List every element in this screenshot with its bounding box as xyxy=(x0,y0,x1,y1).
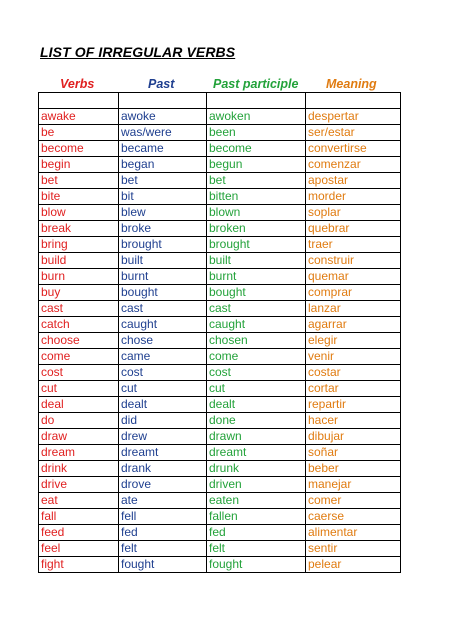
past-participle-cell: bitten xyxy=(207,188,306,204)
meaning-cell: venir xyxy=(306,348,401,364)
past-cell: was/were xyxy=(119,124,207,140)
header-verbs: Verbs xyxy=(60,77,95,91)
verb-cell: come xyxy=(39,348,119,364)
verb-cell: feel xyxy=(39,540,119,556)
past-participle-cell: broken xyxy=(207,220,306,236)
past-participle-cell: built xyxy=(207,252,306,268)
table-row xyxy=(39,108,401,124)
verb-cell: deal xyxy=(39,396,119,412)
meaning-cell: repartir xyxy=(306,396,401,412)
table-row xyxy=(39,556,401,572)
verb-cell: bring xyxy=(39,236,119,252)
table-row xyxy=(39,428,401,444)
past-participle-cell: bet xyxy=(207,172,306,188)
past-participle-cell: blown xyxy=(207,204,306,220)
verb-cell: fall xyxy=(39,508,119,524)
table-row xyxy=(39,508,401,524)
past-participle-cell: awoken xyxy=(207,108,306,124)
meaning-cell: convertirse xyxy=(306,140,401,156)
verb-cell: drink xyxy=(39,460,119,476)
verb-table-body xyxy=(39,93,401,573)
meaning-cell: apostar xyxy=(306,172,401,188)
past-participle-cell xyxy=(207,93,306,109)
verb-cell: burn xyxy=(39,268,119,284)
past-cell: fed xyxy=(119,524,207,540)
verb-cell: catch xyxy=(39,316,119,332)
verb-cell: blow xyxy=(39,204,119,220)
past-participle-cell: been xyxy=(207,124,306,140)
verb-cell: awake xyxy=(39,108,119,124)
verb-cell: choose xyxy=(39,332,119,348)
past-cell: began xyxy=(119,156,207,172)
verb-cell: cost xyxy=(39,364,119,380)
table-row xyxy=(39,364,401,380)
meaning-cell: cortar xyxy=(306,380,401,396)
past-cell: drew xyxy=(119,428,207,444)
past-participle-cell: fought xyxy=(207,556,306,572)
meaning-cell: soplar xyxy=(306,204,401,220)
meaning-cell: quemar xyxy=(306,268,401,284)
meaning-cell: hacer xyxy=(306,412,401,428)
verb-cell xyxy=(39,93,119,109)
past-cell: ate xyxy=(119,492,207,508)
table-row xyxy=(39,140,401,156)
table-row xyxy=(39,444,401,460)
past-cell: felt xyxy=(119,540,207,556)
meaning-cell: costar xyxy=(306,364,401,380)
verb-cell: bet xyxy=(39,172,119,188)
past-cell: fought xyxy=(119,556,207,572)
meaning-cell: traer xyxy=(306,236,401,252)
past-cell: built xyxy=(119,252,207,268)
past-cell: cost xyxy=(119,364,207,380)
meaning-cell: sentir xyxy=(306,540,401,556)
past-cell: fell xyxy=(119,508,207,524)
verb-cell: drive xyxy=(39,476,119,492)
past-cell: brought xyxy=(119,236,207,252)
meaning-cell: comer xyxy=(306,492,401,508)
past-participle-cell: dreamt xyxy=(207,444,306,460)
irregular-verbs-table xyxy=(38,92,401,573)
verb-cell: dream xyxy=(39,444,119,460)
verb-cell: become xyxy=(39,140,119,156)
verb-cell: fight xyxy=(39,556,119,572)
past-cell: became xyxy=(119,140,207,156)
table-row xyxy=(39,268,401,284)
past-participle-cell: felt xyxy=(207,540,306,556)
table-row xyxy=(39,316,401,332)
past-participle-cell: cast xyxy=(207,300,306,316)
table-row xyxy=(39,460,401,476)
past-cell: bet xyxy=(119,172,207,188)
past-participle-cell: caught xyxy=(207,316,306,332)
verb-cell: break xyxy=(39,220,119,236)
header-meaning: Meaning xyxy=(326,77,377,91)
past-participle-cell: brought xyxy=(207,236,306,252)
verb-cell: be xyxy=(39,124,119,140)
table-row xyxy=(39,492,401,508)
column-headers xyxy=(38,77,400,93)
verb-cell: buy xyxy=(39,284,119,300)
meaning-cell: agarrar xyxy=(306,316,401,332)
meaning-cell: dibujar xyxy=(306,428,401,444)
past-cell: cut xyxy=(119,380,207,396)
meaning-cell: comprar xyxy=(306,284,401,300)
past-cell: did xyxy=(119,412,207,428)
verb-cell: bite xyxy=(39,188,119,204)
meaning-cell: morder xyxy=(306,188,401,204)
meaning-cell: caerse xyxy=(306,508,401,524)
meaning-cell: alimentar xyxy=(306,524,401,540)
header-past-participle: Past participle xyxy=(213,77,299,91)
header-past: Past xyxy=(148,77,175,91)
table-row xyxy=(39,396,401,412)
table-row xyxy=(39,156,401,172)
table-row xyxy=(39,252,401,268)
past-cell: chose xyxy=(119,332,207,348)
meaning-cell: ser/estar xyxy=(306,124,401,140)
past-cell: bought xyxy=(119,284,207,300)
past-participle-cell: done xyxy=(207,412,306,428)
past-cell: bit xyxy=(119,188,207,204)
past-cell: came xyxy=(119,348,207,364)
past-participle-cell: drunk xyxy=(207,460,306,476)
document-title: LIST OF IRREGULAR VERBS xyxy=(40,44,236,60)
past-cell: caught xyxy=(119,316,207,332)
verb-cell: build xyxy=(39,252,119,268)
meaning-cell: beber xyxy=(306,460,401,476)
table-row xyxy=(39,220,401,236)
meaning-cell: quebrar xyxy=(306,220,401,236)
table-row xyxy=(39,476,401,492)
past-participle-cell: begun xyxy=(207,156,306,172)
table-row xyxy=(39,524,401,540)
table-row xyxy=(39,172,401,188)
past-participle-cell: become xyxy=(207,140,306,156)
verb-cell: cut xyxy=(39,380,119,396)
meaning-cell xyxy=(306,93,401,109)
meaning-cell: comenzar xyxy=(306,156,401,172)
table-row xyxy=(39,284,401,300)
meaning-cell: elegir xyxy=(306,332,401,348)
past-participle-cell: come xyxy=(207,348,306,364)
past-participle-cell: eaten xyxy=(207,492,306,508)
past-cell: drank xyxy=(119,460,207,476)
meaning-cell: manejar xyxy=(306,476,401,492)
past-participle-cell: driven xyxy=(207,476,306,492)
past-participle-cell: drawn xyxy=(207,428,306,444)
verb-cell: begin xyxy=(39,156,119,172)
table-row xyxy=(39,540,401,556)
past-cell: dealt xyxy=(119,396,207,412)
meaning-cell: lanzar xyxy=(306,300,401,316)
verb-cell: draw xyxy=(39,428,119,444)
past-cell: drove xyxy=(119,476,207,492)
verb-cell: eat xyxy=(39,492,119,508)
verb-cell: feed xyxy=(39,524,119,540)
past-participle-cell: chosen xyxy=(207,332,306,348)
past-participle-cell: fallen xyxy=(207,508,306,524)
verb-cell: cast xyxy=(39,300,119,316)
past-cell: cast xyxy=(119,300,207,316)
past-cell: dreamt xyxy=(119,444,207,460)
meaning-cell: soñar xyxy=(306,444,401,460)
table-row xyxy=(39,124,401,140)
past-participle-cell: fed xyxy=(207,524,306,540)
verb-cell: do xyxy=(39,412,119,428)
past-participle-cell: cost xyxy=(207,364,306,380)
meaning-cell: pelear xyxy=(306,556,401,572)
past-participle-cell: cut xyxy=(207,380,306,396)
past-cell: burnt xyxy=(119,268,207,284)
table-row xyxy=(39,300,401,316)
past-participle-cell: burnt xyxy=(207,268,306,284)
table-row xyxy=(39,332,401,348)
table-row xyxy=(39,236,401,252)
table-row xyxy=(39,412,401,428)
past-participle-cell: dealt xyxy=(207,396,306,412)
meaning-cell: despertar xyxy=(306,108,401,124)
past-participle-cell: bought xyxy=(207,284,306,300)
past-cell xyxy=(119,93,207,109)
table-row xyxy=(39,93,401,109)
past-cell: broke xyxy=(119,220,207,236)
table-row xyxy=(39,188,401,204)
table-row xyxy=(39,380,401,396)
past-cell: awoke xyxy=(119,108,207,124)
table-row xyxy=(39,204,401,220)
meaning-cell: construir xyxy=(306,252,401,268)
past-cell: blew xyxy=(119,204,207,220)
table-row xyxy=(39,348,401,364)
